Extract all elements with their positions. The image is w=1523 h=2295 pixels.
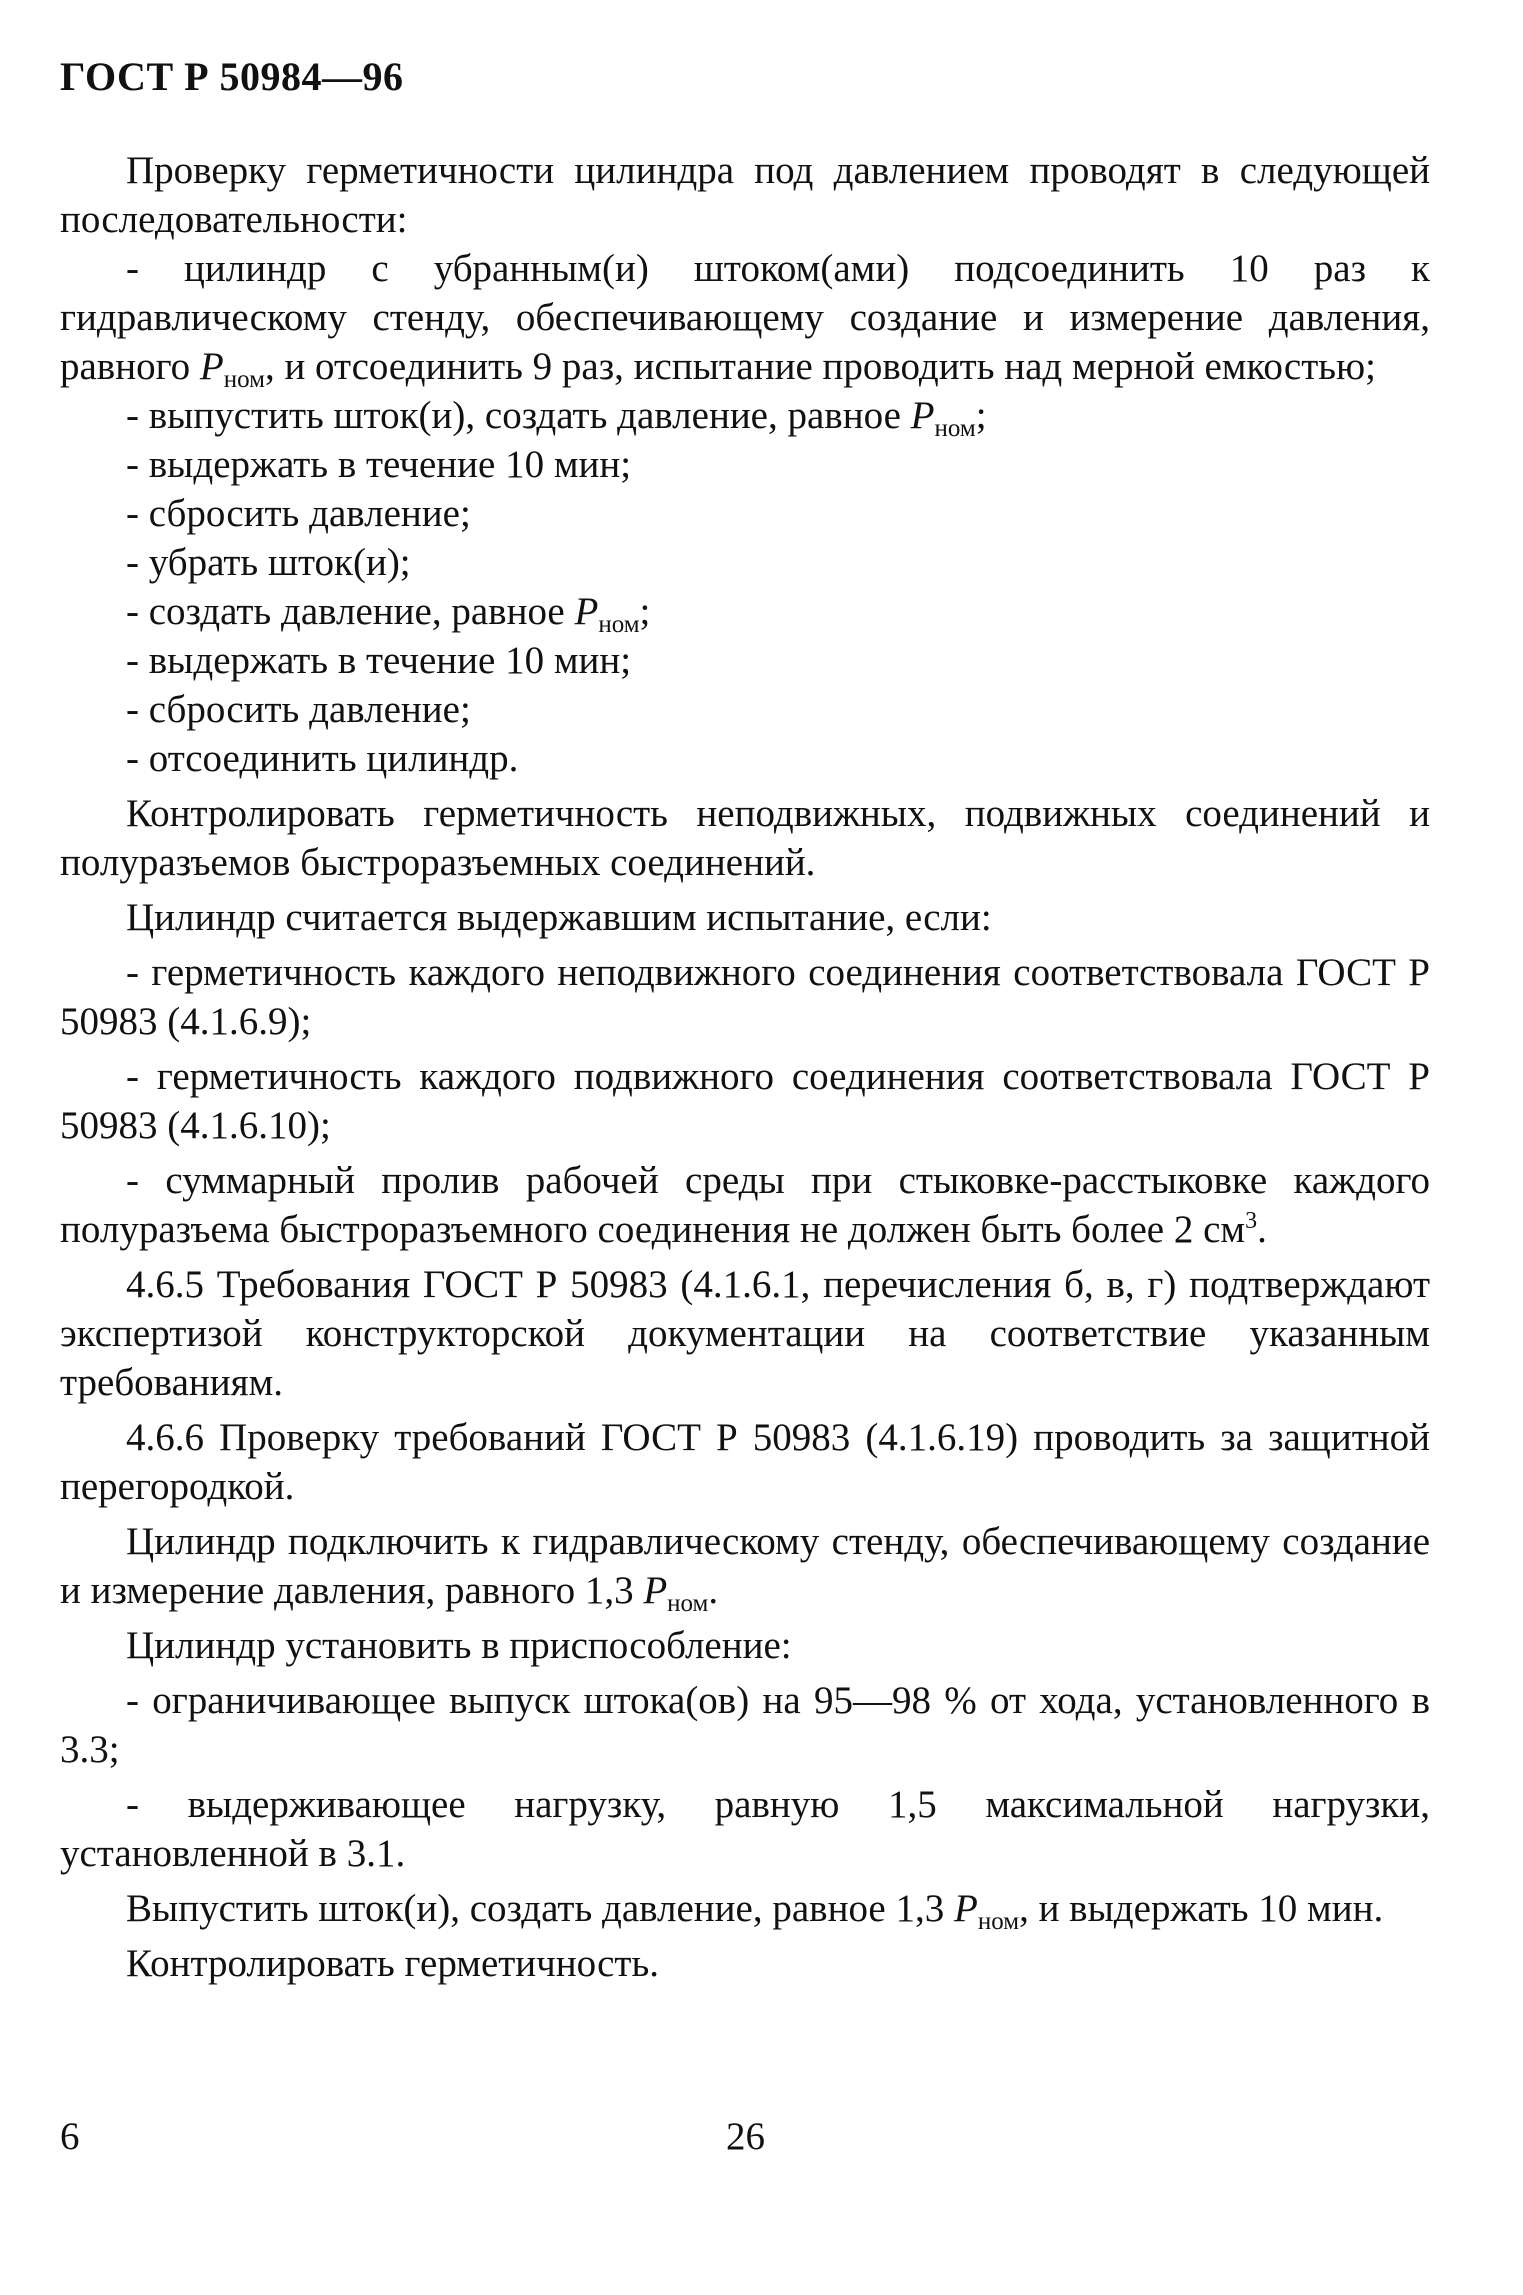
paragraph: - цилиндр с убранным(и) штоком(ами) подсоединить 10 раз к гидравлическому стенду, обеспечивающему создание и измерение давления, равного $P_{ном}$, и отсоединить 9 раз, испытание проводить над мерной емкостью;: [60, 247, 1430, 393]
paragraph: Контролировать герметичность неподвижных, подвижных соединений и полуразъемов быстроразъемных соединений.: [60, 792, 1430, 884]
paragraph: - герметичность каждого подвижного соединения соответствовала ГОСТ Р 50983 (4.1.6.10);: [60, 1055, 1430, 1147]
paragraph: - создать давление, равное $P_{ном}$;: [126, 590, 651, 638]
paragraph: - выдержать в течение 10 мин;: [126, 443, 632, 486]
paragraph: 4.6.6 Проверку требований ГОСТ Р 50983 (4.1.6.19) проводить за защитной перегородкой.: [60, 1416, 1430, 1508]
paragraph: - сбросить давление;: [126, 688, 471, 731]
paragraph: - выдержать в течение 10 мин;: [126, 639, 632, 682]
paragraph: Выпустить шток(и), создать давление, равное 1,3 $P_{ном}$, и выдержать 10 мин.: [126, 1887, 1384, 1935]
pressure-symbol: P: [199, 345, 224, 388]
paragraph: 4.6.5 Требования ГОСТ Р 50983 (4.1.6.1, перечисления б, в, г) подтверждают экспертизой конструкторской документации на соответствие указанным требованиям.: [60, 1263, 1430, 1404]
pressure-subscript: ном: [934, 415, 976, 442]
document-page: [60, 52, 1430, 1988]
paragraph: Контролировать герметичность.: [126, 1942, 660, 1985]
paragraph: - суммарный пролив рабочей среды при стыковке-расстыковке каждого полуразъема быстроразъемного соединения не должен быть более 2 $см^3$.: [60, 1159, 1430, 1251]
pressure-symbol: P: [910, 394, 935, 437]
pressure-symbol: P: [954, 1887, 978, 1930]
paragraph: - выпустить шток(и), создать давление, равное $P_{ном}$;: [126, 394, 987, 442]
paragraph: - герметичность каждого неподвижного соединения соответствовала ГОСТ Р 50983 (4.1.6.9);: [60, 951, 1430, 1043]
pressure-subscript: ном: [223, 366, 265, 393]
pressure-subscript: ном: [667, 1590, 709, 1617]
paragraph: - ограничивающее выпуск штока(ов) на 95—98 % от хода, установленного в 3.3;: [60, 1679, 1430, 1771]
paragraph: Цилиндр подключить к гидравлическому стенду, обеспечивающему создание и измерение давления, равного 1,3 $P_{ном}$.: [60, 1520, 1430, 1617]
pressure-subscript: ном: [598, 611, 640, 638]
paragraph: - сбросить давление;: [126, 492, 471, 535]
paragraph: Проверку герметичности цилиндра под давлением проводят в следующей последовательности:: [60, 149, 1430, 241]
pressure-symbol: P: [574, 590, 599, 633]
pressure-subscript: ном: [977, 1908, 1020, 1935]
paragraph: Цилиндр считается выдержавшим испытание, если:: [126, 896, 992, 939]
paragraph: - убрать шток(и);: [126, 541, 411, 584]
document-header: ГОСТ Р 50984—96: [60, 54, 404, 99]
paragraph: - выдерживающее нагрузку, равную 1,5 максимальной нагрузки, установленной в 3.1.: [60, 1783, 1430, 1875]
paragraph: - отсоединить цилиндр.: [126, 737, 519, 780]
pressure-symbol: P: [643, 1569, 668, 1612]
document-body: [60, 146, 1430, 1988]
superscript: 3: [1245, 1208, 1258, 1234]
sheet-number: 26: [726, 2115, 765, 2158]
page-number: 6: [60, 2115, 80, 2158]
paragraph: Цилиндр установить в приспособление:: [126, 1624, 792, 1667]
